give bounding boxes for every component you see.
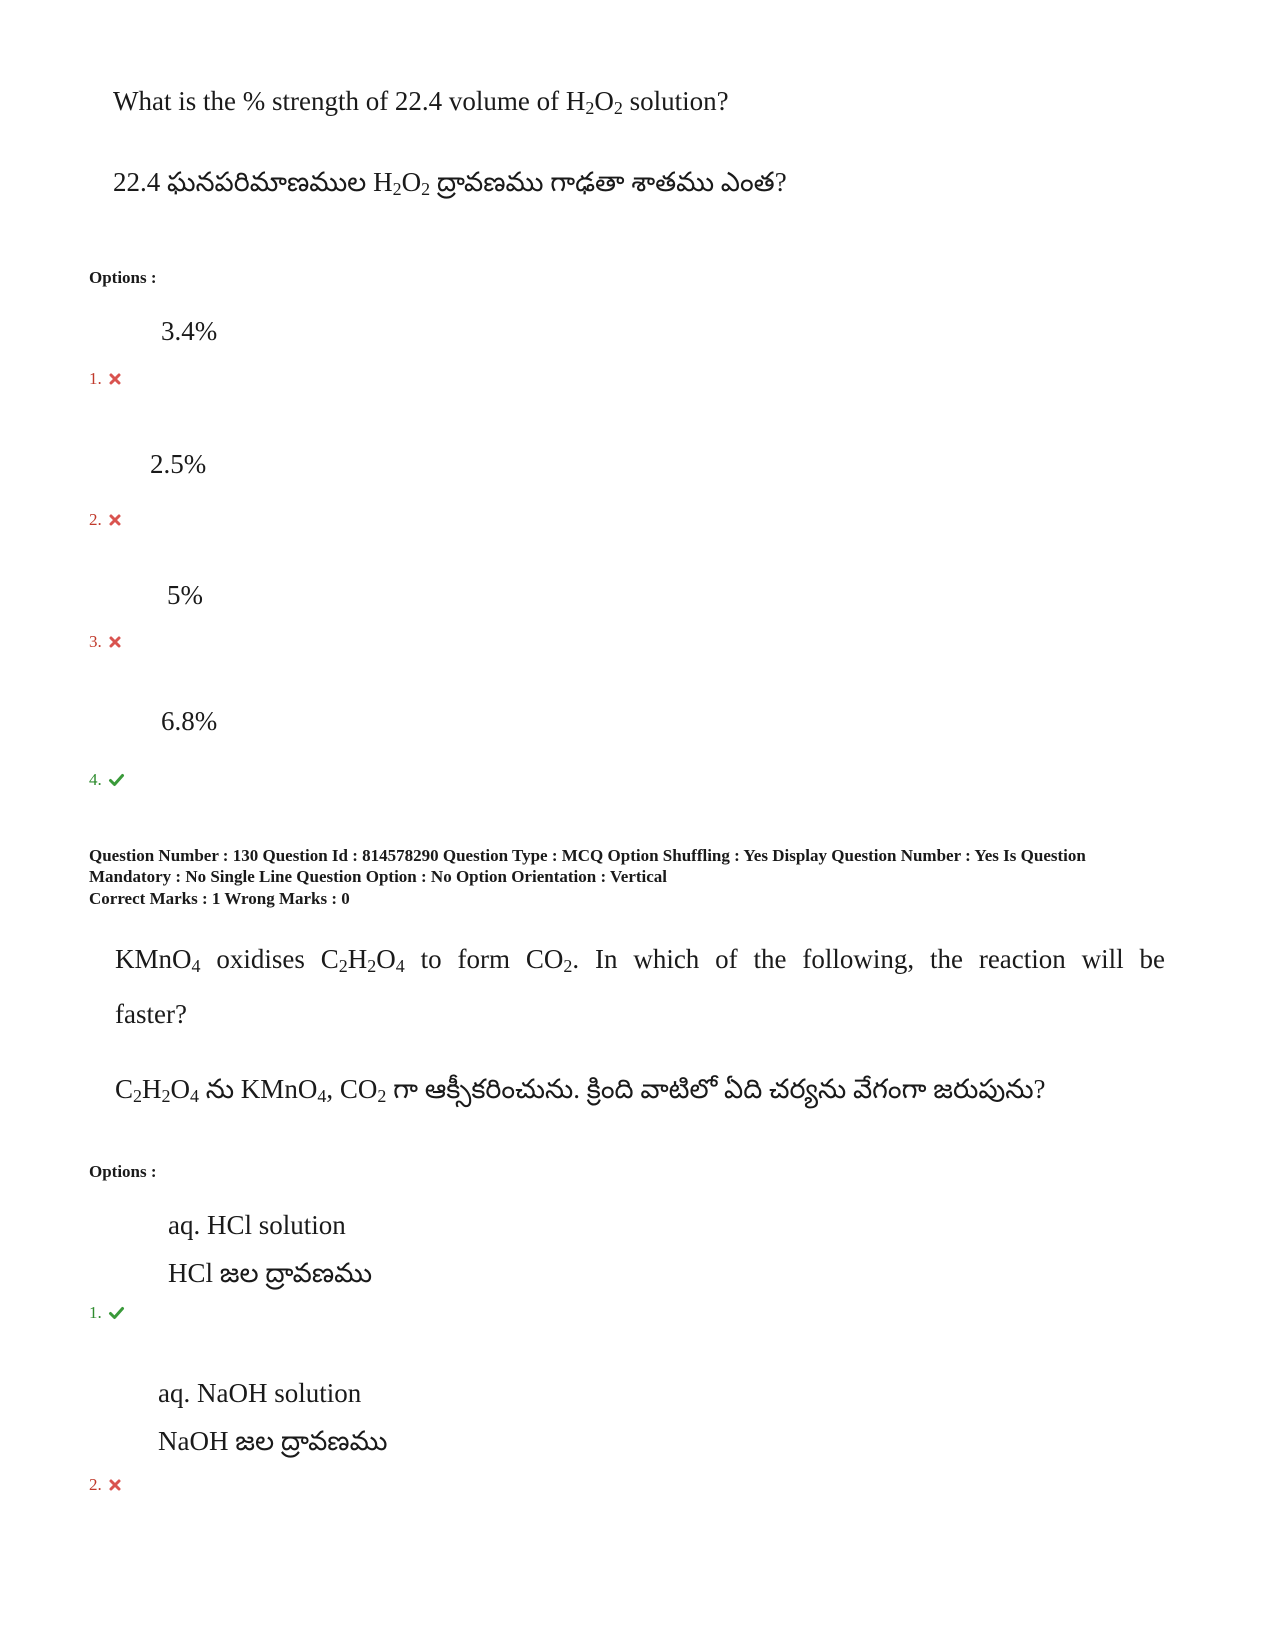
- check-icon: [108, 773, 125, 787]
- option-number: 2.: [89, 1475, 122, 1495]
- option-value-te: NaOH జల ద్రావణము: [158, 1426, 388, 1456]
- cross-icon: [108, 635, 122, 649]
- options-label: Options :: [89, 1162, 157, 1181]
- option-number: 1.: [89, 369, 122, 389]
- cross-icon: [108, 1478, 122, 1492]
- question-2-text-te: $C_2H_2O_4$ ను KMnO$_4$, $CO_2$ గా ఆక్సీకరించును. క్రింది వాటిలో ఏది చర్యను వేగంగా జరుపును?: [115, 1074, 1046, 1106]
- option-number: 4.: [89, 770, 125, 790]
- options-label: Options :: [89, 268, 157, 287]
- option-number: 3.: [89, 632, 122, 652]
- option-value: 2.5%: [150, 449, 207, 479]
- option-number: 1.: [89, 1303, 125, 1323]
- check-icon: [108, 1306, 125, 1320]
- cross-icon: [108, 372, 122, 386]
- question-1-text-en: What is the % strength of 22.4 volume of $H_2O_2$ solution?: [113, 86, 729, 118]
- question-meta: Question Number : 130 Question Id : 814578290 Question Type : MCQ Option Shuffling : Yes Display Question Number : Yes Is Question Mandatory : No Single Line Question Option : No Option Orientation : Vertical: [89, 846, 1086, 886]
- option-value-en: aq. NaOH solution: [158, 1378, 362, 1408]
- option-value: 6.8%: [161, 706, 218, 736]
- question-1-text-te: 22.4 ఘనపరిమాణముల $H_2O_2$ ద్రావణము గాఢతా శాతము ఎంత?: [113, 167, 787, 199]
- option-value-en: aq. HCl solution: [168, 1210, 346, 1240]
- option-value: 3.4%: [161, 316, 218, 346]
- marks-info: Correct Marks : 1 Wrong Marks : 0: [89, 889, 350, 908]
- option-value-te: HCl జల ద్రావణము: [168, 1258, 373, 1288]
- option-number: 2.: [89, 510, 122, 530]
- question-2-text-en: KMnO$_4$ oxidises $C_2H_2O_4$ to form $CO_2$. In which of the following, the reaction will be faster?: [115, 944, 1165, 1029]
- cross-icon: [108, 513, 122, 527]
- option-value: 5%: [167, 580, 203, 610]
